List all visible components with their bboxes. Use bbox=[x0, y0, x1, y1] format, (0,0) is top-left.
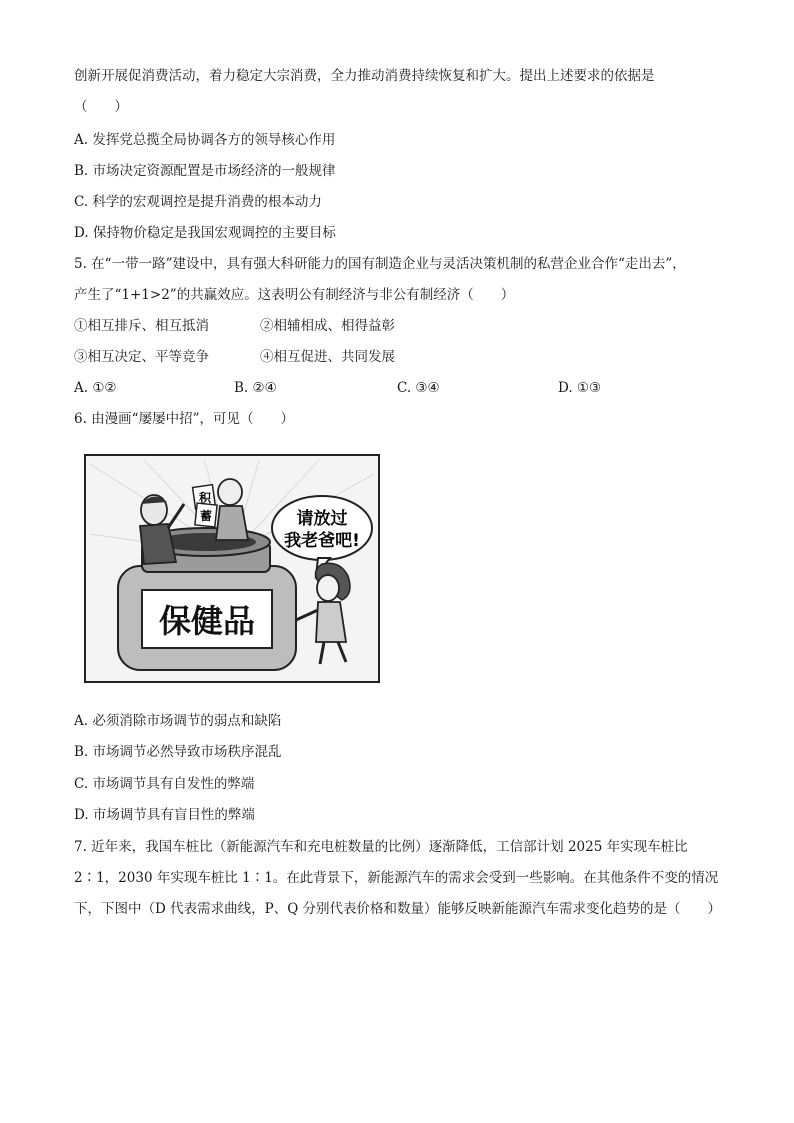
q5-choice-d: D. ①③ bbox=[558, 380, 602, 396]
speech-line-1: 请放过 bbox=[296, 509, 348, 529]
jar-label: 保健品 bbox=[158, 602, 256, 640]
paper-char-1: 积 bbox=[198, 491, 212, 505]
q6-option-a: A. 必须消除市场调节的弱点和缺陷 bbox=[74, 713, 282, 729]
paper-char-2: 蓄 bbox=[199, 509, 213, 523]
q6-option-c: C. 市场调节具有自发性的弊端 bbox=[74, 776, 255, 792]
q5-statement-1: ①相互排斥、相互抵消 bbox=[74, 318, 209, 334]
q6-option-d: D. 市场调节具有盲目性的弊端 bbox=[74, 807, 255, 823]
q5-stem-line-2: 产生了“1+1>2”的共赢效应。这表明公有制经济与非公有制经济（ ） bbox=[74, 287, 515, 303]
q5-statement-3: ③相互决定、平等竞争 bbox=[74, 349, 209, 365]
q5-statement-4: ④相互促进、共同发展 bbox=[260, 349, 395, 365]
q4-option-c: C. 科学的宏观调控是提升消费的根本动力 bbox=[74, 194, 322, 210]
savings-papers bbox=[193, 485, 218, 527]
q5-stem-line-1: 5. 在“一带一路”建设中，具有强大科研能力的国有制造企业与灵活决策机制的私营企业合作“走出去”， bbox=[74, 256, 686, 272]
q7-stem-line-3: 下，下图中（D 代表需求曲线，P、Q 分别代表价格和数量）能够反映新能源汽车需求变化趋势的是（ ） bbox=[74, 901, 722, 917]
q5-choice-a: A. ①② bbox=[74, 380, 117, 396]
q7-stem-line-1: 7. 近年来，我国车桩比（新能源汽车和充电桩数量的比例）逐渐降低，工信部计划 2025 年实现车桩比 bbox=[74, 839, 688, 855]
q4-option-d: D. 保持物价稳定是我国宏观调控的主要目标 bbox=[74, 225, 336, 241]
q4-stem-line-2: （ ） bbox=[74, 99, 128, 115]
q5-choice-b: B. ②④ bbox=[234, 380, 277, 396]
speech-line-2: 我老爸吧! bbox=[284, 531, 360, 551]
q5-choice-c: C. ③④ bbox=[397, 380, 440, 396]
q4-stem-line-1: 创新开展促消费活动，着力稳定大宗消费，全力推动消费持续恢复和扩大。提出上述要求的依据是 bbox=[74, 68, 655, 84]
q6-stem: 6. 由漫画“屡屡中招”，可见（ ） bbox=[74, 411, 294, 427]
q5-statement-2: ②相辅相成、相得益彰 bbox=[260, 318, 395, 334]
q4-option-b: B. 市场决定资源配置是市场经济的一般规律 bbox=[74, 163, 336, 179]
q6-option-b: B. 市场调节必然导致市场秩序混乱 bbox=[74, 744, 282, 760]
q4-option-a: A. 发挥党总揽全局协调各方的领导核心作用 bbox=[74, 132, 336, 148]
q6-cartoon bbox=[84, 454, 380, 683]
q7-stem-line-2: 2∶1，2030 年实现车桩比 1∶1。在此背景下，新能源汽车的需求会受到一些影响。在其他条件不变的情况 bbox=[74, 870, 719, 886]
